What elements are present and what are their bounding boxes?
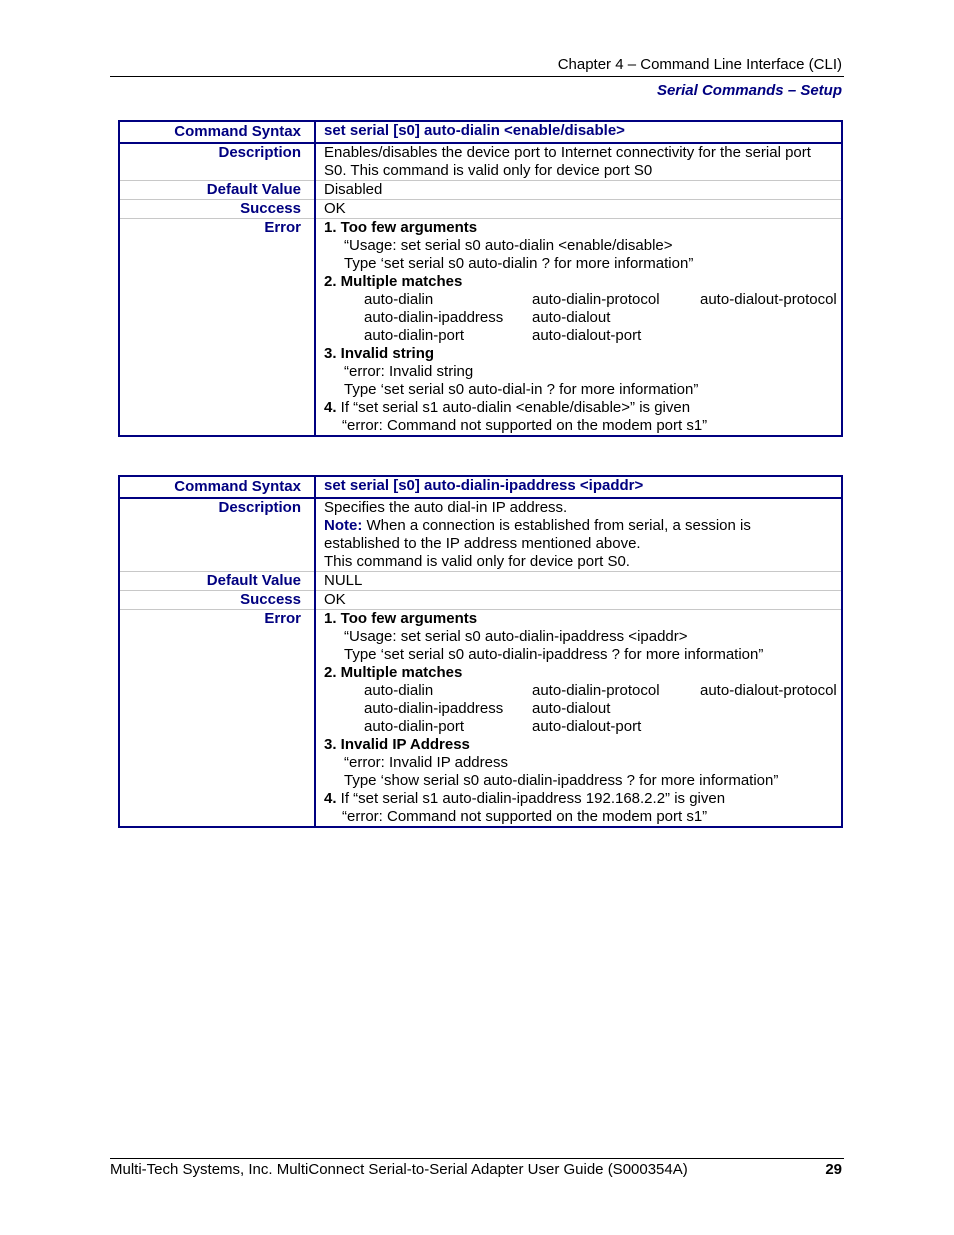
section-title: Serial Commands – Setup (656, 82, 842, 99)
row-success (119, 591, 842, 610)
label-command-syntax: Command Syntax (119, 476, 315, 498)
page-number: 29 (825, 1161, 842, 1178)
error-number: 4. (324, 790, 337, 807)
header-divider (110, 76, 844, 77)
match-item: auto-dialout (532, 309, 611, 326)
success-value: OK (315, 591, 842, 610)
match-item: auto-dialout-port (532, 718, 642, 735)
error-item-4 (324, 790, 841, 808)
footer-divider (110, 1158, 844, 1159)
label-default-value: Default Value (119, 572, 315, 591)
description-line: This command is valid only for device port S0. (324, 553, 630, 570)
error-line: Type ‘set serial s0 auto-dialin ? for more information” (344, 255, 694, 272)
error-line: Type ‘show serial s0 auto-dialin-ipaddress ? for more information” (344, 772, 779, 789)
match-item: auto-dialout-port (532, 327, 642, 344)
error-line: “error: Command not supported on the modem port s1” (342, 417, 708, 434)
error-title: 3. Invalid IP Address (324, 736, 470, 753)
row-description (119, 498, 842, 572)
match-item: auto-dialin-ipaddress (364, 309, 504, 326)
description-line: established to the IP address mentioned above. (324, 535, 641, 552)
match-item: auto-dialin-port (364, 718, 465, 735)
description-note (324, 517, 841, 535)
row-success (119, 200, 842, 219)
description-line: Specifies the auto dial-in IP address. (324, 499, 568, 516)
row-error (119, 219, 842, 437)
error-text: If “set serial s1 auto-dialin <enable/disable>” is given (336, 399, 691, 416)
match-item: auto-dialin-protocol (532, 682, 660, 699)
default-value: Disabled (315, 181, 842, 200)
error-title: 2. Multiple matches (324, 273, 463, 290)
match-row (324, 718, 841, 736)
row-command-syntax (119, 476, 842, 498)
match-item: auto-dialin-protocol (532, 291, 660, 308)
error-line: “error: Invalid string (344, 363, 474, 380)
label-command-syntax: Command Syntax (119, 121, 315, 143)
error-line: Type ‘set serial s0 auto-dial-in ? for more information” (344, 381, 699, 398)
row-error (119, 610, 842, 828)
match-item: auto-dialin-ipaddress (364, 700, 504, 717)
label-success: Success (119, 200, 315, 219)
note-label: Note: (324, 517, 363, 534)
error-title: 1. Too few arguments (324, 219, 478, 236)
error-title: 1. Too few arguments (324, 610, 478, 627)
row-command-syntax (119, 121, 842, 143)
error-text: If “set serial s1 auto-dialin-ipaddress 192.168.2.2” is given (336, 790, 726, 807)
match-item: auto-dialout (532, 700, 611, 717)
command-syntax-value: set serial [s0] auto-dialin <enable/disable> (315, 121, 842, 143)
description-value (315, 143, 842, 181)
label-error: Error (119, 610, 315, 828)
row-default-value (119, 572, 842, 591)
error-item-4 (324, 399, 841, 417)
chapter-title: Chapter 4 – Command Line Interface (CLI) (557, 56, 842, 73)
label-description: Description (119, 143, 315, 181)
error-number: 4. (324, 399, 337, 416)
label-default-value: Default Value (119, 181, 315, 200)
error-line: “error: Invalid IP address (344, 754, 508, 771)
error-value (315, 219, 842, 437)
success-value: OK (315, 200, 842, 219)
match-row (324, 682, 841, 700)
error-line: “error: Command not supported on the modem port s1” (342, 808, 708, 825)
error-line: Type ‘set serial s0 auto-dialin-ipaddress ? for more information” (344, 646, 764, 663)
error-line: “Usage: set serial s0 auto-dialin <enable/disable> (344, 237, 673, 254)
footer-text: Multi-Tech Systems, Inc. MultiConnect Serial-to-Serial Adapter User Guide (S000354A) (110, 1161, 688, 1178)
description-value (315, 498, 842, 572)
command-table-auto-dialin (118, 120, 843, 437)
description-line: S0. This command is valid only for device port S0 (324, 162, 653, 179)
match-item: auto-dialin (364, 682, 434, 699)
description-line: Enables/disables the device port to Internet connectivity for the serial port (324, 144, 811, 161)
match-row (324, 309, 841, 327)
match-item: auto-dialout-protocol (700, 291, 837, 308)
row-default-value (119, 181, 842, 200)
match-row (324, 327, 841, 345)
default-value: NULL (315, 572, 842, 591)
match-row (324, 291, 841, 309)
error-title: 3. Invalid string (324, 345, 435, 362)
match-item: auto-dialin-port (364, 327, 465, 344)
note-text: When a connection is established from serial, a session is (362, 517, 751, 534)
row-description (119, 143, 842, 181)
command-table-auto-dialin-ipaddress (118, 475, 843, 828)
label-description: Description (119, 498, 315, 572)
error-title: 2. Multiple matches (324, 664, 463, 681)
error-value (315, 610, 842, 828)
error-line: “Usage: set serial s0 auto-dialin-ipaddress <ipaddr> (344, 628, 688, 645)
command-syntax-value: set serial [s0] auto-dialin-ipaddress <ipaddr> (315, 476, 842, 498)
match-row (324, 700, 841, 718)
match-item: auto-dialin (364, 291, 434, 308)
label-success: Success (119, 591, 315, 610)
match-item: auto-dialout-protocol (700, 682, 837, 699)
label-error: Error (119, 219, 315, 437)
